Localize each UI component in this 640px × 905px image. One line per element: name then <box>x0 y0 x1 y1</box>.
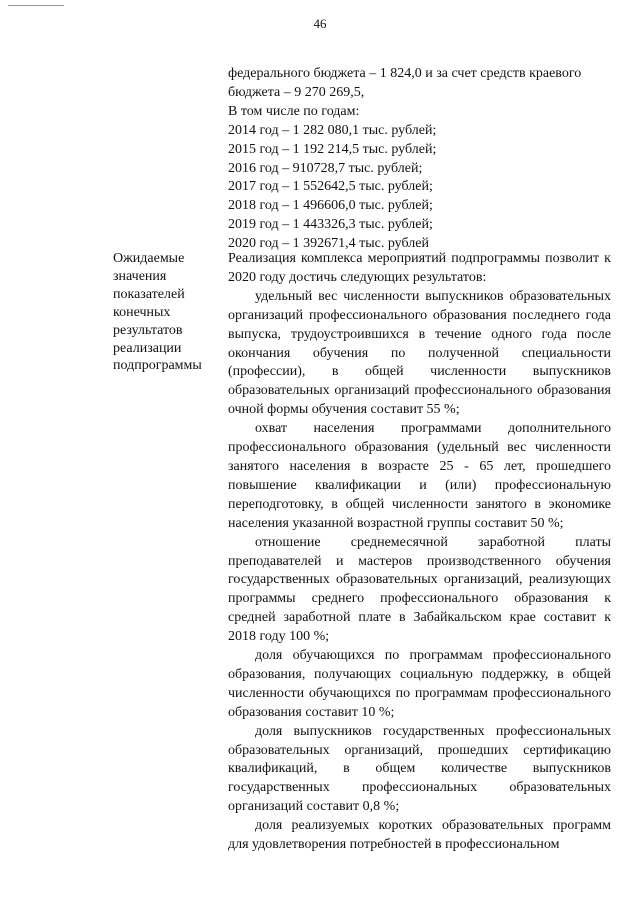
funding-line: федерального бюджета – 1 824,0 и за счет средств краевого <box>228 66 582 81</box>
label-line: подпрограммы <box>113 358 202 374</box>
scan-corner-mark <box>8 5 64 6</box>
expected-results-label <box>113 250 225 375</box>
label-line: Ожидаемые <box>113 251 185 266</box>
result-item: доля реализуемых коротких образовательных программ для удовлетворения потребностей в профессиональном <box>228 818 611 853</box>
label-line: показателей <box>113 286 185 302</box>
funding-line: В том числе по годам: <box>228 103 360 119</box>
funding-text-block <box>228 65 613 254</box>
funding-year-line: 2017 год – 1 552642,5 тыс. рублей; <box>228 179 433 195</box>
funding-year-line: 2016 год – 910728,7 тыс. рублей; <box>228 160 423 176</box>
result-item: удельный вес численности выпускников образовательных организаций профессионального образования последнего года выпуска, трудоустроившихся в течение одного года после окончания обучения по полученной специальности (профессии), в общей численности выпускников образовательных организаций профессионального образования очной формы обучения составит 55 %; <box>228 288 611 418</box>
result-item: доля выпускников государственных профессиональных образовательных организаций, прошедших сертификацию квалификаций, в общем количестве выпускников государственных профессиональных образовательных организаций составит 0,8 %; <box>228 723 611 815</box>
results-intro: Реализация комплекса мероприятий подпрограммы позволит к 2020 году достичь следующих результатов: <box>228 251 611 285</box>
result-item: охват населения программами дополнительного профессионального образования (удельный вес численности занятого населения в возрасте 25 - 65 лет, прошедшего повышение квалификации и (или) профессиональную переподготовку, в общей численности занятого в экономике населения указанной возрастной группы составит 50 %; <box>228 421 611 531</box>
page-number: 46 <box>313 16 327 31</box>
funding-year-line: 2019 год – 1 443326,3 тыс. рублей; <box>228 217 433 233</box>
funding-year-line: 2014 год – 1 282 080,1 тыс. рублей; <box>228 122 437 138</box>
funding-line: бюджета – 9 270 269,5, <box>228 84 365 100</box>
funding-year-line: 2015 год – 1 192 214,5 тыс. рублей; <box>228 141 437 157</box>
funding-year-line: 2020 год – 1 392671,4 тыс. рублей <box>228 236 429 252</box>
expected-results-body <box>228 250 611 855</box>
funding-year-line: 2018 год – 1 496606,0 тыс. рублей; <box>228 198 433 214</box>
label-line: конечных <box>113 304 171 320</box>
result-item: доля обучающихся по программам профессионального образования, получающих социальную поддержку, в общей численности обучающихся по программам профессионального образования составит 10 %; <box>228 648 611 720</box>
result-item: отношение среднемесячной заработной платы преподавателей и мастеров производственного обучения государственных образовательных организаций, реализующих программы среднего профессионального образования к средней заработной плате в Забайкальском крае составит к 2018 году 100 %; <box>228 534 611 645</box>
label-line: реализации <box>113 340 182 356</box>
label-line: результатов <box>113 322 183 338</box>
label-line: значения <box>113 268 167 284</box>
